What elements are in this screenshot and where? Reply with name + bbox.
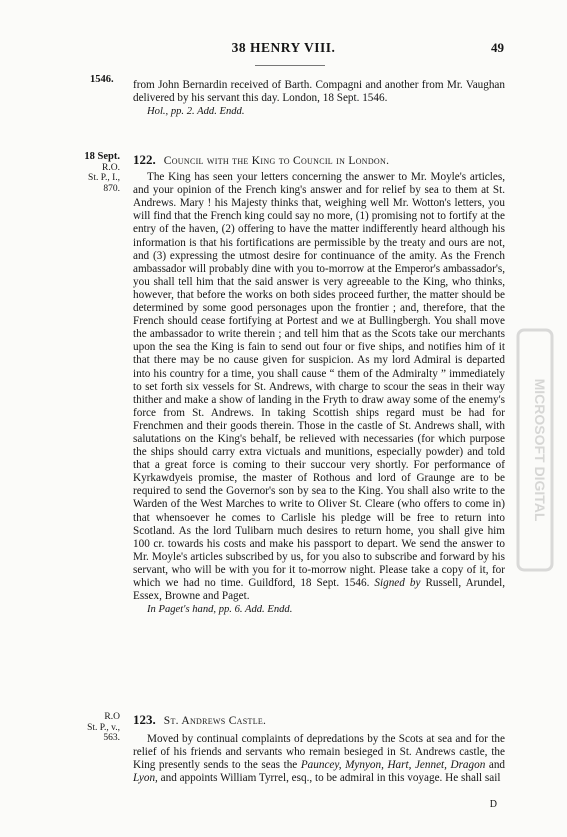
page-number: 49 [491,40,504,55]
running-head: 38 HENRY VIII. [231,40,336,55]
entry122-title: Council with the King to Council in London. [163,155,390,167]
watermark-stamp [510,320,560,580]
entry123-ships: Pauncey, Mynyon, Hart, Jennet, Dragon [300,759,486,772]
intro-text: from John Bernardin received of Barth. Compagni and another from Mr. Vaughan delivered by his servant this day. London, 18 Sept. 1546. [133,79,505,105]
margin-year: 1546. [90,74,114,85]
entry122-number: 122. [133,152,156,167]
entry122-signed-names: Russell, Arundel, Essex, Browne and Paget. [133,577,506,603]
intro-block [133,79,505,118]
entry122-ref1: R.O. [102,162,120,173]
entry123-ref1: R.O [104,712,120,722]
entry123-ship-last: Lyon, [133,772,158,785]
entry123-body: Moved by continual complaints of depredations by the Scots at sea and for the relief of his friends and servants who remain besieged in St. Andrews castle, the King presently sends to the seas the Pauncey, Mynyon, Hart, Jennet, Dragon and Lyon, and appoints William Tyrrel, esq., to be admiral in this voyage. He shall sail [133,733,506,785]
entry122-signed-label: Signed by [374,577,421,589]
entry122-date: 18 Sept. [84,151,120,162]
entry123-heading [133,713,505,728]
entry123-number: 123. [133,712,156,727]
entry123-ref2: St. P., v., [87,722,120,733]
signature-mark: D [489,799,497,810]
entry123 [133,713,505,785]
entry122-body: The King has seen your letters concerning the answer to Mr. Moyle's articles, and your opinion of the French king's answer and for relief by sea to them at St. Andrews. Mary ! his Majesty thinks that, weighing well Mr. Wotton's letters, you will find that the French king could say no more, (1) promising not to fortify at the entry of the haven, (2) offering to have the matter indifferently heard although his information is that his fortifications are permissible by the treaty and ours are not, and (3) expressing the utmost desire for continuance of the amity. As the French ambassador will probably dine with you to-morrow at the Emperor's ambassador's, you shall tell him that the said answer is very agreeable to the King, who thinks, however, that before the works on both sides proceed further, the matter should be determined by some good personages upon the frontier ; and, therefore, that the French should cease fortifying at Portest and we at Bullingbergh. You shall move the ambassador to write therein ; and tell him that as the Scots take our merchants upon the sea the King is fain to send out four or five ships, and notifies him of it that there may be no cause given for suspicion. As my lord Admiral is departed into his country for a time, you shall cause “ them of the Admiralty ” immediately to set forth six vessels for St. Andrews, with charge to scour the seas in their way thither and make a show of landing in the Fryth to draw away some of the enemy's force from St. Andrews. In taking Scottish ships regard must be had for Frenchmen and their goods therein. Those in the castle of St. Andrews shall, with salutations on the King's behalf, be relieved with necessaries (for which purpose the ships should carry extra victuals and munitions, especially powder) and told that a great force is coming to their succour very shortly. For performance of Kyrkawdyeis promise, the master of Rothous and lord of Graunge are to be required to send the Governor's son by sea to the King. You shall also write to the Warden of the West Marches to write to Oliver St. Cleare (who offers to come in) that whensoever he comes to Carlisle his pledge will be free to return into Scotland. As the lord Tulibarn much desires to return home, you shall give him 100 cr. towards his costs and make his passport to depart. We send the answer to Mr. Moyle's articles subscribed by us, for you also to subscribe and forward by his servant, who will be with you for it to-morrow night. Please take a copy of it, for which we had no time. Guildford, 18 Sept. 1546. Signed by Russell, Arundel, Essex, Browne and Paget. [133,171,506,603]
entry123-ref3: 563. [103,733,120,743]
entry122-heading [133,153,505,168]
entry122-ref3: 870. [103,183,120,194]
entry122 [133,153,505,616]
intro-note: Hol., pp. 2. Add. Endd. [147,106,245,118]
entry122-note: In Paget's hand, pp. 6. Add. Endd. [147,604,293,616]
entry122-margin [78,152,120,194]
entry122-ref2: St. P., I., [88,173,120,183]
entry123-title: St. Andrews Castle. [163,715,267,727]
svg-text:MICROSOFT DIGITAL: MICROSOFT DIGITAL [532,378,548,522]
header-rule [255,65,325,66]
entry123-margin [78,712,120,744]
